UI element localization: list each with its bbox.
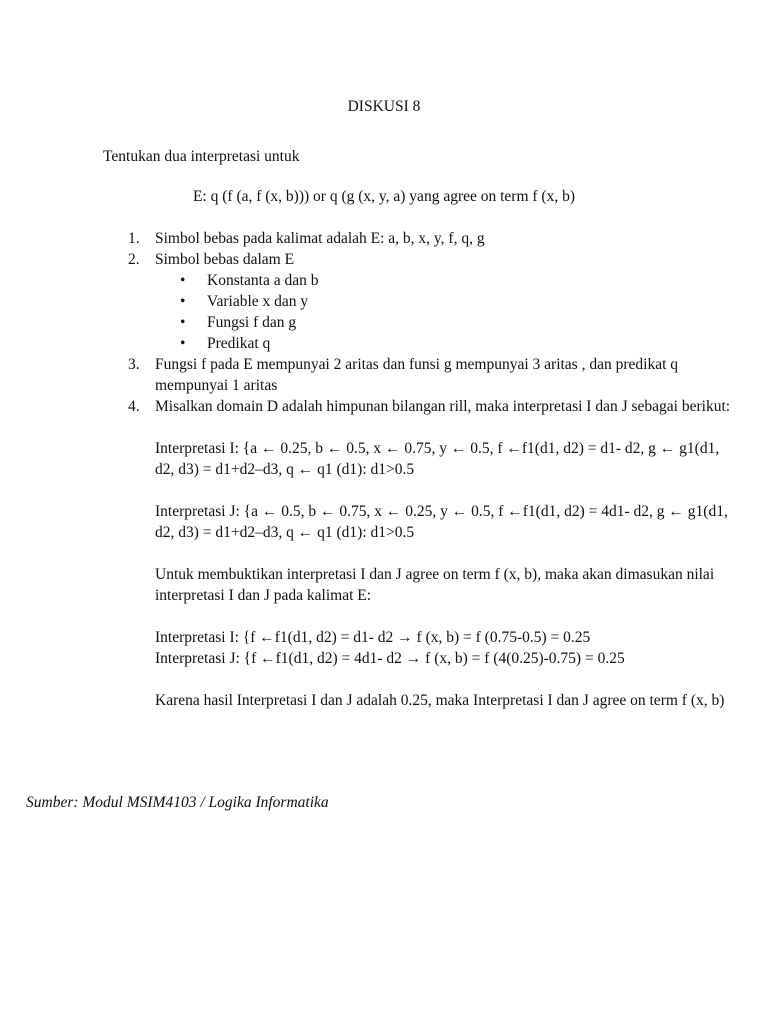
list-item-2 [125, 249, 735, 270]
list-item-text: Misalkan domain D adalah himpunan bilangan rill, maka interpretasi I dan J sebagai berikut: [155, 398, 731, 415]
conclusion: Karena hasil Interpretasi I dan J adalah 0.25, maka Interpretasi I dan J agree on term f (x, b) [155, 692, 725, 709]
list-number: 1. [128, 230, 140, 247]
bullet-text: Konstanta a dan b [207, 272, 319, 289]
list-number: 3. [128, 356, 140, 373]
list-number: 4. [128, 398, 140, 415]
bullet-item-4 [125, 333, 735, 354]
list-item-text: Simbol bebas pada kalimat adalah E: a, b, x, y, f, q, g [155, 230, 485, 247]
bullet-text: Predikat q [207, 335, 271, 352]
bullet-item-1 [125, 270, 735, 291]
bullet-icon: • [180, 272, 186, 289]
bullet-item-3 [125, 312, 735, 333]
list-item-text: Fungsi f pada E mempunyai 2 aritas dan funsi g mempunyai 3 aritas , dan predikat q mempunyai 1 aritas [155, 356, 679, 394]
bullet-text: Fungsi f dan g [207, 314, 297, 331]
calculation-j: Interpretasi J: {f ←f1(d1, d2) = 4d1- d2 → f (x, b) = f (4(0.25)-0.75) = 0.25 [155, 650, 625, 667]
bullet-text: Variable x dan y [207, 293, 309, 310]
bullet-item-2 [125, 291, 735, 312]
bullet-icon: • [180, 293, 186, 310]
formula-e: E: q (f (a, f (x, b))) or q (g (x, y, a) yang agree on term f (x, b) [192, 188, 576, 205]
interpretation-i-definition: Interpretasi I: {a ← 0.25, b ← 0.5, x ← 0.75, y ← 0.5, f ←f1(d1, d2) = d1- d2, g ← g1(d1, d2, d3) = d1+d2–d3, q ← q1 (d1): d1>0.5 [155, 440, 720, 478]
intro-text: Tentukan dua interpretasi untuk [103, 148, 300, 165]
proof-intro: Untuk membuktikan interpretasi I dan J agree on term f (x, b), maka akan dimasukan nilai interpretasi I dan J pada kalimat E: [155, 566, 715, 604]
list-item-3 [125, 354, 735, 396]
source-footer: Sumber: Modul MSIM4103 / Logika Informatika [26, 794, 329, 811]
bullet-icon: • [180, 314, 186, 331]
list-item-1 [125, 228, 735, 249]
list-item-4 [125, 396, 735, 417]
list-item-text: Simbol bebas dalam E [155, 251, 295, 268]
bullet-icon: • [180, 335, 186, 352]
list-number: 2. [128, 251, 140, 268]
numbered-list [125, 228, 735, 711]
calculation-i: Interpretasi I: {f ←f1(d1, d2) = d1- d2 → f (x, b) = f (0.75-0.5) = 0.25 [155, 629, 591, 646]
interpretation-j-definition: Interpretasi J: {a ← 0.5, b ← 0.75, x ← 0.25, y ← 0.5, f ←f1(d1, d2) = 4d1- d2, g ← g1(d1, d2, d3) = d1+d2–d3, q ← q1 (d1): d1>0.5 [155, 503, 728, 541]
page-title: DISKUSI 8 [347, 98, 421, 115]
